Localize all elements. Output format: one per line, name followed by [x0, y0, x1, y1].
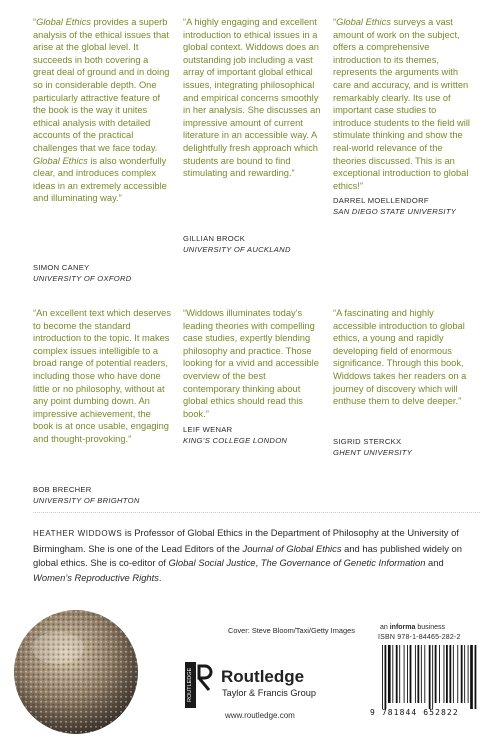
quote-moellendorf: “Global Ethics surveys a vast amount of work on the subject, offers a comprehensive introduction to its themes, represents the arguments with care and accuracy, and is written remarkably clearly. Its use of important case studies to introduce students to the field will stimulate thinking and show the real-world relevance of the theories discussed. This is an exceptional introduction to global ethics!” — [333, 17, 470, 191]
quote-institution-sterckx: GHENT UNIVERSITY — [333, 448, 413, 457]
quote-author-moellendorf: DARREL MOELLENDORF — [333, 196, 429, 205]
barcode-image — [376, 645, 484, 709]
cover-credit: Cover: Steve Bloom/Taxi/Getty Images — [228, 626, 355, 635]
globe-crowd-image — [12, 608, 140, 736]
quote-brecher: “An excellent text which deserves to become the standard introduction to the topic. It makes complex issues intelligible to a broad range of potential readers, including those who have done little or no philosophy, without at any point dumbing down. An impressive achievement, the book is at once usable, engaging and thought-provoking.” — [33, 308, 171, 444]
author-name: HEATHER WIDDOWS — [33, 529, 123, 538]
quote-author-brecher: BOB BRECHER — [33, 485, 92, 494]
quote-institution-brock: UNIVERSITY OF AUCKLAND — [183, 245, 291, 254]
divider-rule — [33, 512, 480, 513]
quote-author-brock: GILLIAN BROCK — [183, 234, 246, 243]
quote-institution-wenar: KING’S COLLEGE LONDON — [183, 436, 288, 445]
quote-author-caney: SIMON CANEY — [33, 263, 90, 272]
quote-author-wenar: LEIF WENAR — [183, 425, 233, 434]
quote-institution-moellendorf: SAN DIEGO STATE UNIVERSITY — [333, 207, 457, 216]
svg-text:ROUTLEDGE: ROUTLEDGE — [187, 667, 193, 702]
informa-badge: an informa business — [380, 624, 445, 631]
quote-sterckx: “A fascinating and highly accessible introduction to global ethics, a young and rapidly developing field of enormous significance. Through this book, Widdows takes her readers on a journey of discovery which will enthuse them to delve deeper.” — [333, 308, 467, 407]
quote-institution-brecher: UNIVERSITY OF BRIGHTON — [33, 496, 140, 505]
author-bio: HEATHER WIDDOWS is Professor of Global Ethics in the Department of Philosophy at the University of Birmingham. She is one of the Lead Editors of the Journal of Global Ethics and has published widely on global ethics. She is co-editor of Global Social Justice, The Governance of Genetic Information and Women’s Reproductive Rights. — [33, 527, 462, 583]
routledge-logo-icon — [185, 662, 213, 708]
quote-author-sterckx: SIGRID STERCKX — [333, 437, 402, 446]
isbn-text: ISBN 978-1-84465-282-2 — [378, 634, 461, 641]
quote-wenar: “Widdows illuminates today’s leading theories with compelling case studies, expertly blending philosophy and practice. Those looking for a vivid and accessible overview of the best contemporary thinking about global ethics should read this book.” — [183, 308, 319, 419]
quote-institution-caney: UNIVERSITY OF OXFORD — [33, 274, 132, 283]
quote-caney: “Global Ethics provides a superb analysis of the ethical issues that arise at the global level. It succeeds in both covering a great deal of ground and in doing so in considerable depth. One particularly attractive feature of the book is the way it unites ethical analysis with detailed accounts of the practical challenges that we face today. Global Ethics is also wonderfully clear, and introduces complex ideas in an extremely accessible and illuminating way.” — [33, 17, 170, 204]
publisher-group: Taylor & Francis Group — [222, 688, 316, 698]
barcode-digits: 9 781844 652822 — [370, 708, 459, 717]
publisher-url[interactable]: www.routledge.com — [225, 711, 295, 720]
quote-brock: “A highly engaging and excellent introduction to ethical issues in a global context. Widdows does an outstanding job including a vast array of important global ethical issues, integrating philosophical and empirical concerns smoothly in her analysis. She discusses an impressive amount of current literature in an accessible way. A delightfully fresh approach which students are bound to find stimulating and rewarding.” — [183, 17, 321, 179]
publisher-name: Routledge — [221, 667, 305, 686]
